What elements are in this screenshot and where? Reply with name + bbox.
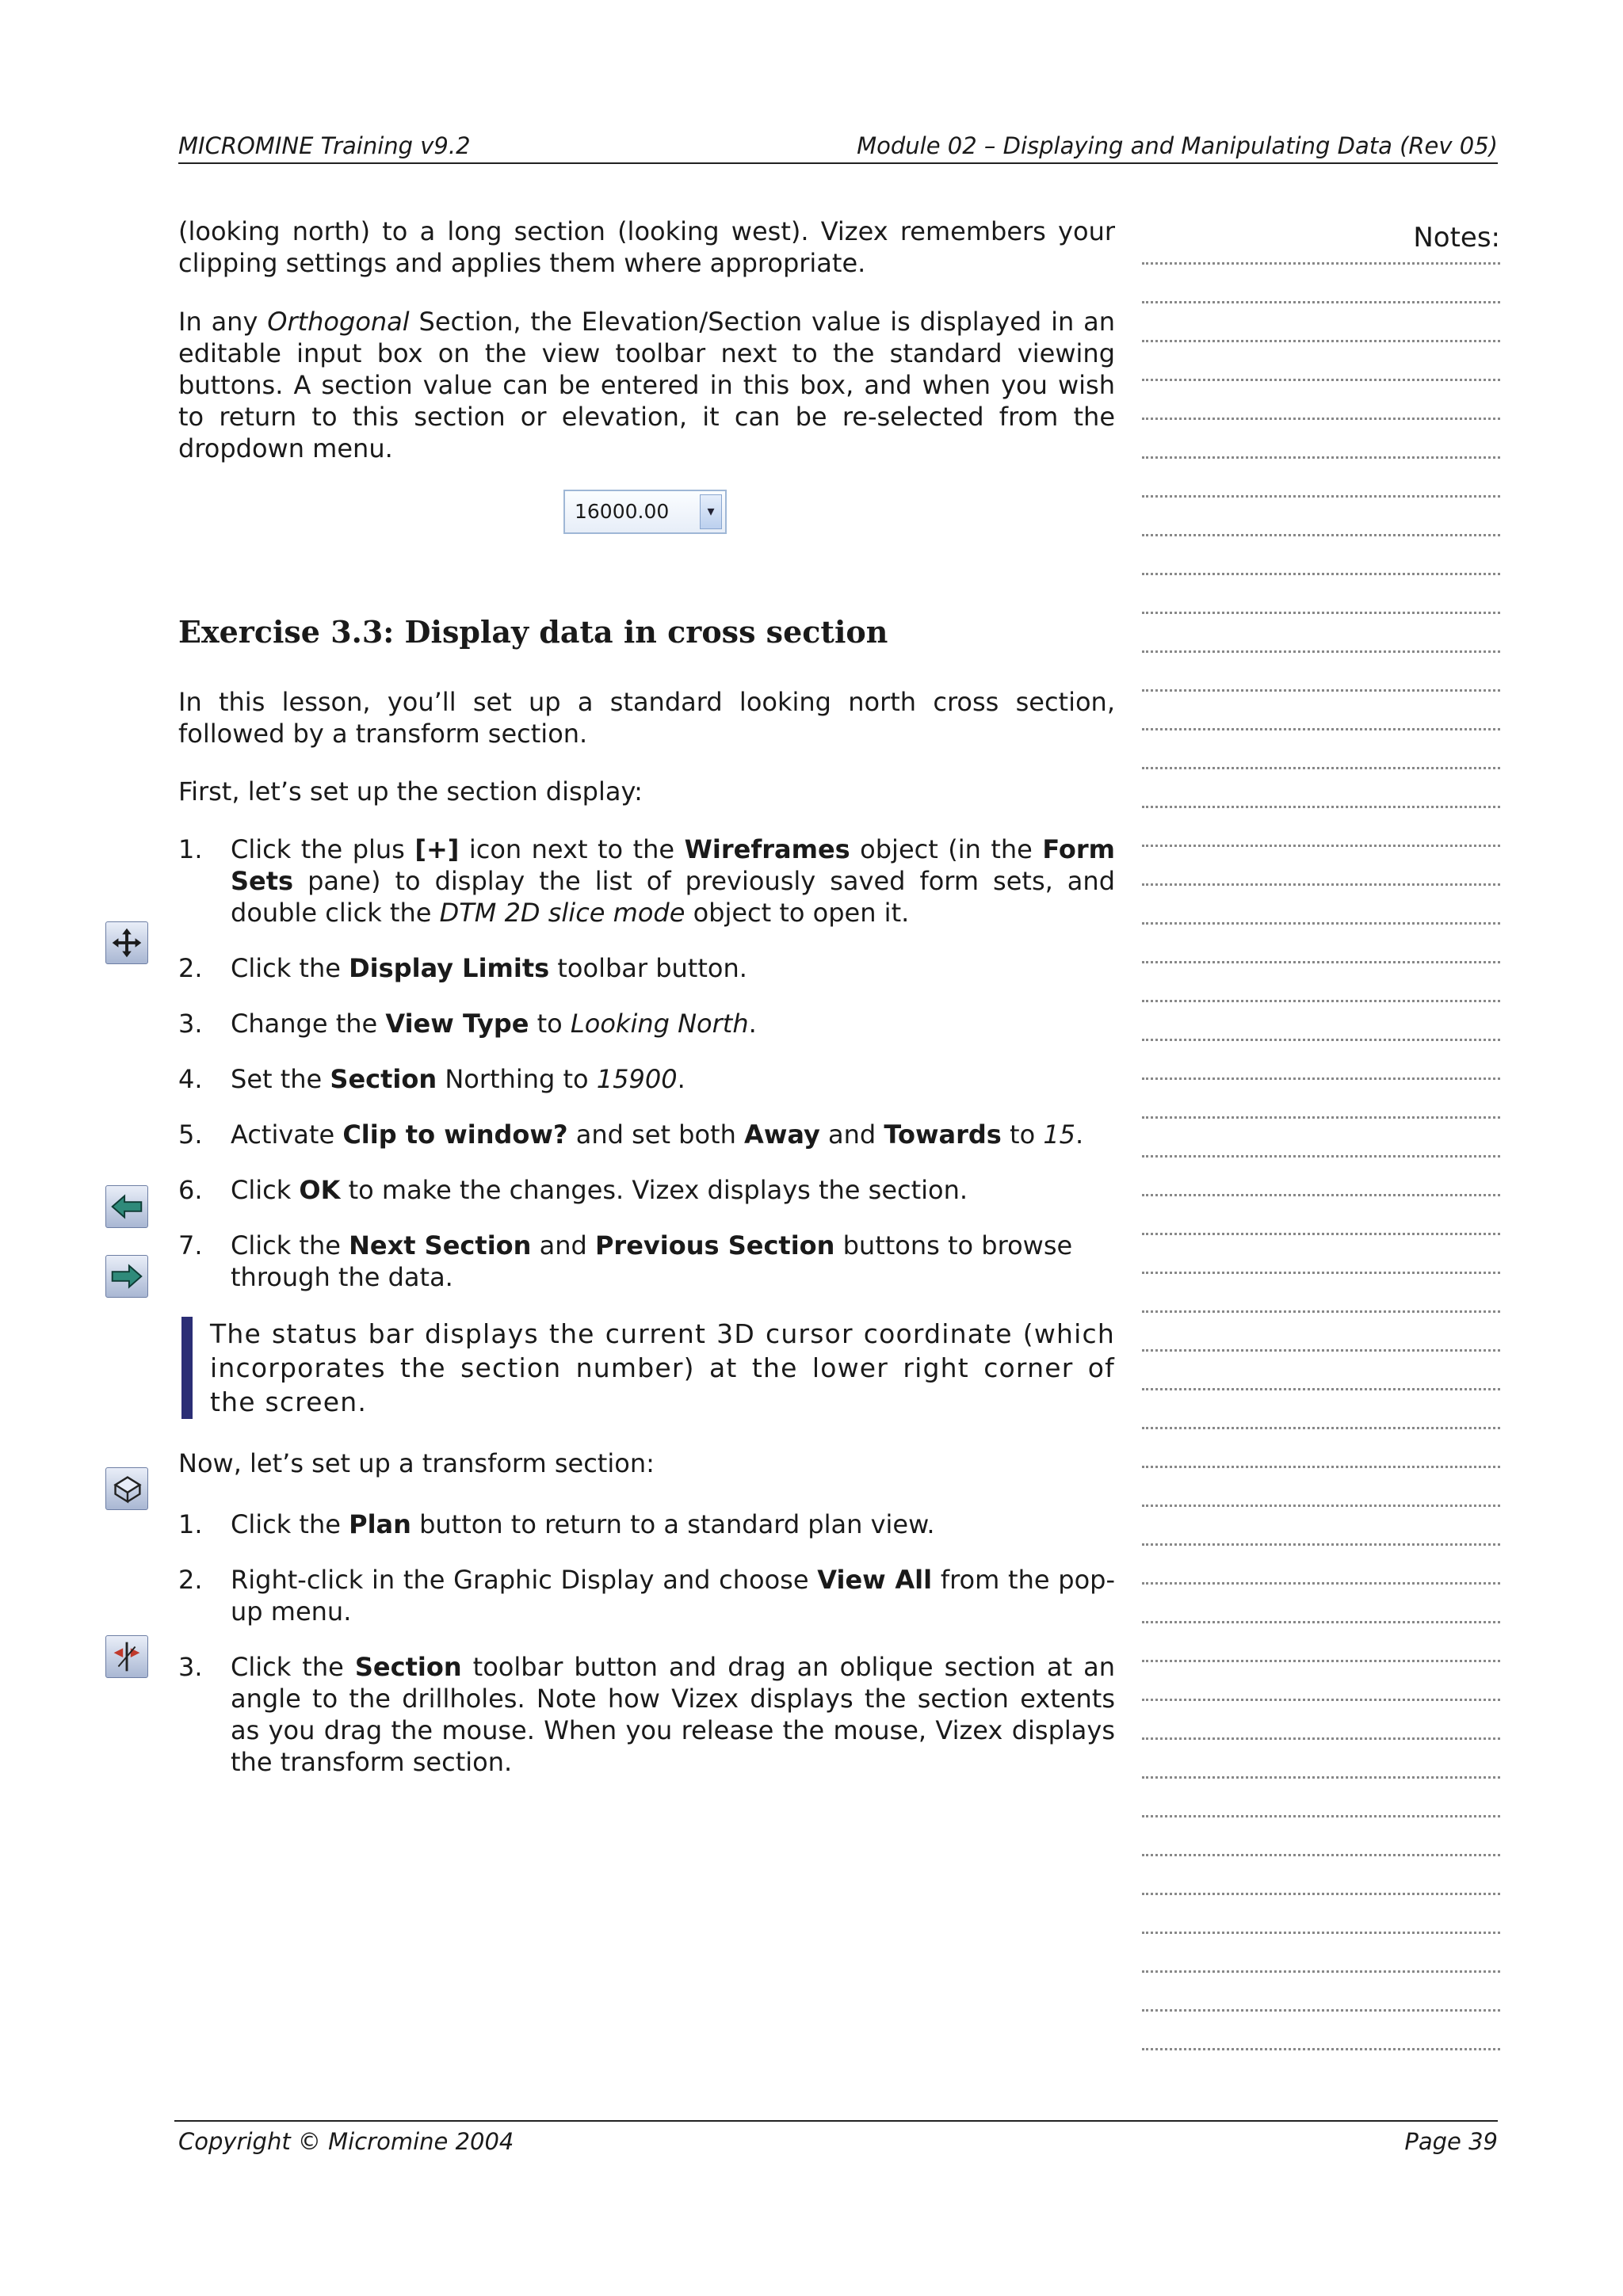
note-line (1142, 1701, 1500, 1740)
note-line (1142, 769, 1500, 808)
notes-column (1142, 222, 1500, 2050)
note-line (1142, 1546, 1500, 1585)
header-right: Module 02 – Displaying and Manipulating Data (Rev 05) (857, 132, 1498, 159)
note-line (1142, 1468, 1500, 1507)
chevron-down-icon[interactable]: ▾ (700, 494, 722, 529)
note-line (1142, 1934, 1500, 1973)
paragraph-intro: In this lesson, you’ll set up a standard looking north cross section, followed by a transform section. (178, 687, 1115, 749)
section-tool-icon (105, 1635, 148, 1678)
note-line (1142, 342, 1500, 381)
plan-view-icon (105, 1467, 148, 1510)
note-line (1142, 1119, 1500, 1158)
note-line (1142, 381, 1500, 420)
note-line (1142, 653, 1500, 692)
note-line (1142, 575, 1500, 614)
note-line (1142, 1274, 1500, 1313)
display-limits-icon (105, 921, 148, 964)
note-line (1142, 1429, 1500, 1468)
note-line (1142, 258, 1500, 265)
note-line (1142, 1313, 1500, 1352)
next-section-icon (105, 1255, 148, 1298)
list-item: 6. Click OK to make the changes. Vizex displays the section. (178, 1175, 968, 1205)
note-line (1142, 886, 1500, 925)
paragraph-now: Now, let’s set up a transform section: (178, 1448, 655, 1478)
note-line (1142, 1002, 1500, 1041)
note-line (1142, 2012, 1500, 2050)
steps-section-display (178, 833, 1115, 1293)
note-line (1142, 1158, 1500, 1196)
footer-left: Copyright © Micromine 2004 (178, 2128, 514, 2155)
list-item: 7. Click the Next Section and Previous Section buttons to browse through the data. (178, 1230, 1073, 1292)
list-item: 1. Click the Plan button to return to a standard plan view. (178, 1509, 935, 1539)
note-line (1142, 963, 1500, 1002)
note-line (1142, 614, 1500, 653)
note-line (1142, 1817, 1500, 1856)
note-line (1142, 1973, 1500, 2012)
note-line (1142, 265, 1500, 303)
footer-right: Page 39 (1404, 2128, 1498, 2155)
note-line (1142, 1352, 1500, 1390)
steps-transform-section (178, 1508, 1115, 1778)
note-line (1142, 1235, 1500, 1274)
list-item: 3. Click the Section toolbar button and drag an oblique section at an angle to the drillholes. Note how Vizex displays the section extents as you drag the mouse. When you release the mouse, Vizex displays the transform section. (178, 1652, 1116, 1777)
list-item: 2. Click the Display Limits toolbar button. (178, 953, 747, 983)
note-line (1142, 536, 1500, 575)
note-line (1142, 925, 1500, 963)
note-line (1142, 730, 1500, 769)
list-item: 1. Click the plus [+] icon next to the Wireframes object (in the Form Sets pane) to display the list of previously saved form sets, and double click the DTM 2D slice mode object to open it. (178, 834, 1116, 928)
page-footer (174, 2120, 1498, 2155)
note-line (1142, 498, 1500, 536)
exercise-title: Exercise 3.3: Display data in cross section (178, 614, 888, 650)
note-line (1142, 1740, 1500, 1779)
list-item: 3. Change the View Type to Looking North. (178, 1009, 757, 1039)
header-left: MICROMINE Training v9.2 (178, 132, 471, 159)
main-content (178, 215, 1115, 1802)
note-rules (1142, 258, 1500, 2050)
note-line (1142, 1623, 1500, 1662)
previous-section-icon (105, 1185, 148, 1228)
note-line (1142, 1585, 1500, 1623)
paragraph-clipping: (looking north) to a long section (looking west). Vizex remembers your clipping settings and applies them where appropriate. (178, 216, 1115, 278)
note-line (1142, 1507, 1500, 1546)
paragraph-first: First, let’s set up the section display: (178, 776, 643, 807)
note-line (1142, 1779, 1500, 1817)
note-line (1142, 1856, 1500, 1895)
notes-label: Notes: (1413, 222, 1500, 254)
note-line (1142, 808, 1500, 847)
note-line (1142, 1390, 1500, 1429)
note-line (1142, 1080, 1500, 1119)
paragraph-orthogonal: In any Orthogonal Section, the Elevation/Section value is displayed in an editable input box on the view toolbar next to the standard viewing buttons. A section value can be entered in this box, and when you wish to return to this section or elevation, it can be re-selected from the dropdown menu. (178, 307, 1116, 463)
section-value: 16000.00 (575, 500, 670, 523)
list-item: 4. Set the Section Northing to 15900. (178, 1064, 685, 1094)
note-line (1142, 303, 1500, 342)
status-bar-tip: The status bar displays the current 3D cursor coordinate (which incorporates the section number) at the lower right corner of the screen. (178, 1317, 1115, 1419)
list-item: 2. Right-click in the Graphic Display and choose View All from the pop-up menu. (178, 1565, 1116, 1627)
list-item: 5. Activate Clip to window? and set both Away and Towards to 15. (178, 1119, 1084, 1150)
note-line (1142, 692, 1500, 730)
note-line (1142, 847, 1500, 886)
note-line (1142, 420, 1500, 459)
note-line (1142, 1895, 1500, 1934)
note-line (1142, 459, 1500, 498)
note-line (1142, 1662, 1500, 1701)
page-header (178, 131, 1498, 164)
note-line (1142, 1041, 1500, 1080)
section-value-combobox[interactable] (563, 490, 727, 534)
note-line (1142, 1196, 1500, 1235)
